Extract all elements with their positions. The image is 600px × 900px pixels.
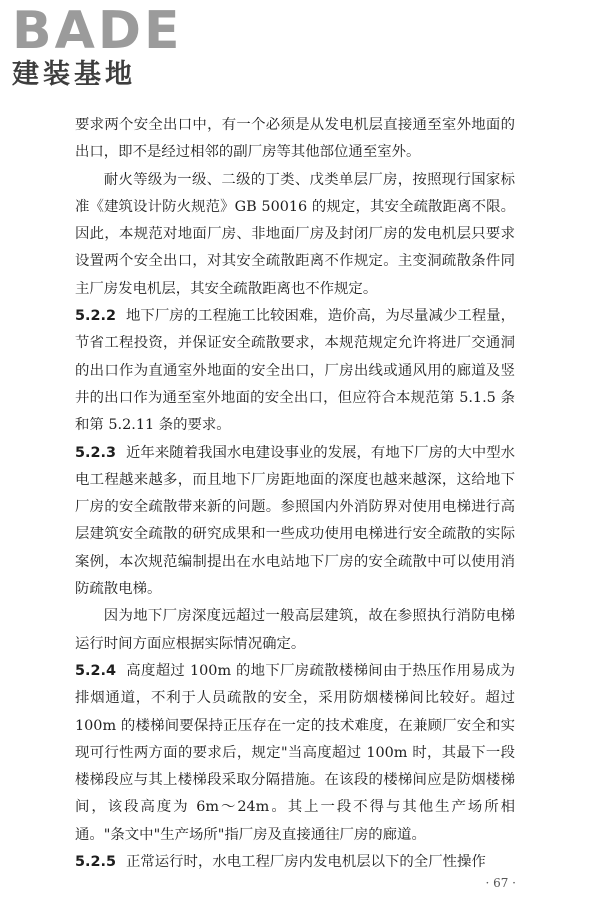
paragraph — [75, 112, 515, 167]
paragraph — [75, 658, 515, 849]
section-number: 5.2.3 — [75, 444, 116, 461]
paragraph — [75, 167, 515, 303]
paragraph-text: 正常运行时，水电工程厂房内发电机层以下的全厂性操作 — [125, 854, 486, 871]
section-number: 5.2.2 — [75, 308, 116, 325]
logo-chinese-text: 建装基地 — [12, 59, 136, 90]
paragraph-text: 因为地下厂房深度远超过一般高层建筑，故在参照执行消防电梯运行时间方面应根据实际情况确定。 — [75, 608, 515, 652]
page-number: · 67 · — [485, 876, 516, 890]
paragraph — [75, 849, 515, 876]
paragraph-text: 耐火等级为一级、二级的丁类、戊类单层厂房，按照现行国家标准《建筑设计防火规范》GB 50016 的规定，其安全疏散距离不限。因此，本规范对地面厂房、非地面厂房及封闭厂房的发电机层只要求设置两个安全出口，对其安全疏散距离不作规定。主变洞疏散条件同主厂房发电机层，其安全疏散距离也不作规定。 — [75, 171, 515, 297]
logo-wordmark: BADE — [12, 1, 183, 61]
paragraph-text: 近年来随着我国水电建设事业的发展，有地下厂房的大中型水电工程越来越多，而且地下厂房距地面的深度也越来越深，这给地下厂房的安全疏散带来新的问题。参照国内外消防界对使用电梯进行高层建筑安全疏散的研究成果和一些成功使用电梯进行安全疏散的实际案例，本次规范编制提出在水电站地下厂房的安全疏散中可以使用消防疏散电梯。 — [75, 444, 515, 598]
paragraph — [75, 603, 515, 658]
paragraph-text: 要求两个安全出口中，有一个必须是从发电机层直接通至室外地面的出口，即不是经过相邻的副厂房等其他部位通至室外。 — [75, 117, 515, 161]
document-body — [75, 112, 515, 876]
paragraph — [75, 440, 515, 604]
paragraph-text: 地下厂房的工程施工比较困难，造价高，为尽量减少工程量，节省工程投资，并保证安全疏散要求，本规范规定允许将进厂交通洞的出口作为直通室外地面的安全出口，厂房出线或通风用的廊道及竖井的出口作为通至室外地面的安全出口，但应符合本规范第 5.1.5 条和第 5.2.11 条的要求。 — [75, 308, 515, 434]
paragraph — [75, 303, 515, 439]
section-number: 5.2.4 — [75, 662, 116, 679]
paragraph-text: 高度超过 100m 的地下厂房疏散楼梯间由于热压作用易成为排烟通道，不利于人员疏散的安全，采用防烟楼梯间比较好。超过 100m 的楼梯间要保持正压存在一定的技术难度，在兼顾厂安全和实现可行性两方面的要求后，规定"当高度超过 100m 时，其最下一段楼梯段应与其上楼梯段采取分隔措施。在该段的楼梯间应是防烟楼梯间，该段高度为 6m～24m。其上一段不得与其他生产场所相通。"条文中"生产场所"指厂房及直接通往厂房的廊道。 — [75, 662, 515, 843]
section-number: 5.2.5 — [75, 854, 116, 871]
bade-logo — [12, 1, 183, 96]
